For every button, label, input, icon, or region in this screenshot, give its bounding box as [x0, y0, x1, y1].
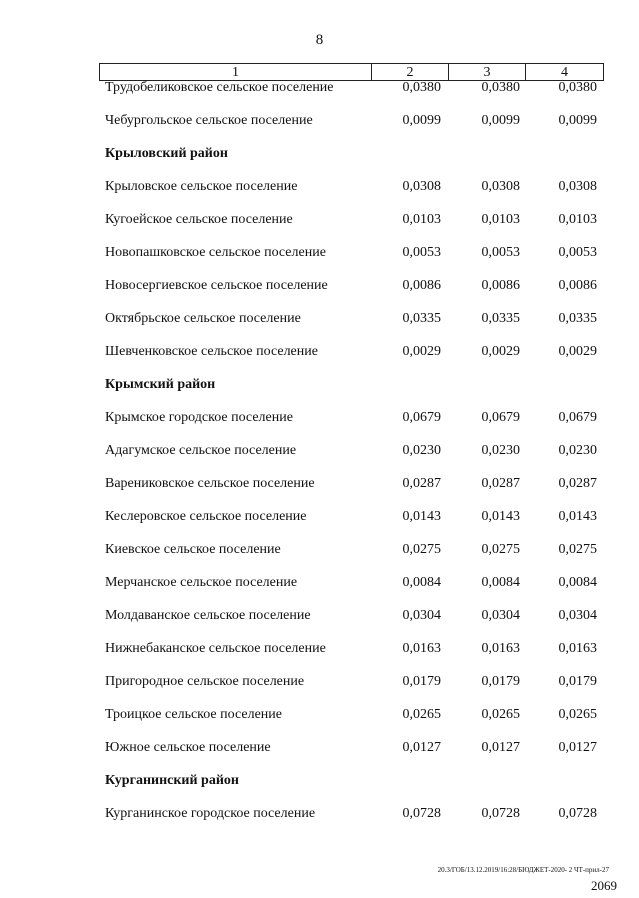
value-col-3: 0,0053: [481, 245, 520, 260]
column-header-2: 2: [372, 64, 449, 81]
settlement-name: Крымское городское поселение: [105, 410, 293, 425]
table-row: [99, 476, 609, 509]
table-row: [99, 113, 609, 146]
value-col-4: 0,0084: [558, 575, 597, 590]
value-col-3: 0,0308: [481, 179, 520, 194]
table-row: [99, 542, 609, 575]
table-row: [99, 410, 609, 443]
value-col-2: 0,0335: [402, 311, 441, 326]
table-row: [99, 608, 609, 641]
value-col-2: 0,0053: [402, 245, 441, 260]
value-col-2: 0,0265: [402, 707, 441, 722]
value-col-4: 0,0728: [558, 806, 597, 821]
value-col-2: 0,0308: [402, 179, 441, 194]
value-col-4: 0,0053: [558, 245, 597, 260]
table-row: [99, 707, 609, 740]
value-col-4: 0,0275: [558, 542, 597, 557]
value-col-4: 0,0103: [558, 212, 597, 227]
table-row: [99, 278, 609, 311]
settlement-name: Курганинское городское поселение: [105, 806, 316, 821]
table-row: [99, 344, 609, 377]
district-heading-row: [99, 146, 609, 179]
settlement-name: Нижнебаканское сельское поселение: [105, 641, 326, 656]
value-col-3: 0,0265: [481, 707, 520, 722]
value-col-4: 0,0287: [558, 476, 597, 491]
value-col-4: 0,0127: [558, 740, 597, 755]
district-heading-row: [99, 377, 609, 410]
table-row: [99, 806, 609, 839]
district-name: Крыловский район: [105, 146, 228, 161]
value-col-3: 0,0287: [481, 476, 520, 491]
table-row: [99, 311, 609, 344]
settlement-name: Мерчанское сельское поселение: [105, 575, 298, 590]
table-row: [99, 641, 609, 674]
value-col-2: 0,0143: [402, 509, 441, 524]
page-number: 8: [315, 32, 324, 48]
settlement-name: Пригородное сельское поселение: [105, 674, 305, 689]
value-col-2: 0,0287: [402, 476, 441, 491]
value-col-3: 0,0084: [481, 575, 520, 590]
settlement-name: Кеслеровское сельское поселение: [105, 509, 307, 524]
table-row: [99, 509, 609, 542]
value-col-3: 0,0275: [481, 542, 520, 557]
settlement-name: Новосергиевское сельское поселение: [105, 278, 328, 293]
table-row: [99, 443, 609, 476]
value-col-4: 0,0304: [558, 608, 597, 623]
value-col-4: 0,0335: [558, 311, 597, 326]
sheet-number: 2069: [591, 878, 617, 893]
table-row: [99, 575, 609, 608]
value-col-2: 0,0179: [402, 674, 441, 689]
value-col-2: 0,0163: [402, 641, 441, 656]
value-col-3: 0,0179: [481, 674, 520, 689]
table-row: [99, 245, 609, 278]
settlement-name: Молдаванское сельское поселение: [105, 608, 311, 623]
settlement-name: Троицкое сельское поселение: [105, 707, 282, 722]
settlement-name: Кугоейское сельское поселение: [105, 212, 293, 227]
value-col-2: 0,0099: [402, 113, 441, 128]
document-code: 20.3/ГОБ/13.12.2019/16:28/БЮДЖЕТ-2020- 2 ЧТ-прил-27: [437, 866, 609, 874]
value-col-4: 0,0143: [558, 509, 597, 524]
value-col-2: 0,0275: [402, 542, 441, 557]
settlement-name: Трудобеликовское сельское поселение: [105, 80, 334, 95]
value-col-3: 0,0380: [481, 80, 520, 95]
value-col-2: 0,0127: [402, 740, 441, 755]
district-heading-row: [99, 773, 609, 806]
table-row: [99, 212, 609, 245]
district-name: Крымский район: [105, 377, 216, 392]
value-col-4: 0,0308: [558, 179, 597, 194]
value-col-4: 0,0163: [558, 641, 597, 656]
value-col-3: 0,0103: [481, 212, 520, 227]
settlement-name: Южное сельское поселение: [105, 740, 271, 755]
table-row: [99, 179, 609, 212]
value-col-4: 0,0679: [558, 410, 597, 425]
table-row: [99, 740, 609, 773]
settlement-name: Киевское сельское поселение: [105, 542, 281, 557]
value-col-2: 0,0086: [402, 278, 441, 293]
value-col-3: 0,0029: [481, 344, 520, 359]
value-col-4: 0,0230: [558, 443, 597, 458]
value-col-3: 0,0086: [481, 278, 520, 293]
value-col-3: 0,0127: [481, 740, 520, 755]
value-col-2: 0,0728: [402, 806, 441, 821]
value-col-4: 0,0265: [558, 707, 597, 722]
value-col-3: 0,0728: [481, 806, 520, 821]
value-col-2: 0,0230: [402, 443, 441, 458]
value-col-3: 0,0143: [481, 509, 520, 524]
value-col-4: 0,0099: [558, 113, 597, 128]
value-col-2: 0,0103: [402, 212, 441, 227]
value-col-3: 0,0335: [481, 311, 520, 326]
settlement-name: Чебургольское сельское поселение: [105, 113, 313, 128]
settlement-name: Адагумское сельское поселение: [105, 443, 297, 458]
value-col-4: 0,0179: [558, 674, 597, 689]
column-header-3: 3: [449, 64, 526, 81]
value-col-3: 0,0099: [481, 113, 520, 128]
settlement-name: Крыловское сельское поселение: [105, 179, 298, 194]
district-name: Курганинский район: [105, 773, 239, 788]
value-col-4: 0,0086: [558, 278, 597, 293]
table-body: [99, 80, 609, 839]
settlement-name: Новопашковское сельское поселение: [105, 245, 326, 260]
value-col-2: 0,0380: [402, 80, 441, 95]
value-col-3: 0,0679: [481, 410, 520, 425]
value-col-2: 0,0304: [402, 608, 441, 623]
value-col-3: 0,0304: [481, 608, 520, 623]
value-col-2: 0,0029: [402, 344, 441, 359]
settlement-name: Шевченковское сельское поселение: [105, 344, 318, 359]
value-col-3: 0,0163: [481, 641, 520, 656]
column-header-1: 1: [100, 64, 372, 81]
column-header-4: 4: [526, 64, 604, 81]
value-col-3: 0,0230: [481, 443, 520, 458]
table-row: [99, 674, 609, 707]
settlement-name: Октябрьское сельское поселение: [105, 311, 301, 326]
table-header: [99, 63, 604, 81]
settlement-name: Варениковское сельское поселение: [105, 476, 315, 491]
value-col-2: 0,0084: [402, 575, 441, 590]
value-col-4: 0,0380: [558, 80, 597, 95]
value-col-4: 0,0029: [558, 344, 597, 359]
table-row: [99, 80, 609, 113]
value-col-2: 0,0679: [402, 410, 441, 425]
